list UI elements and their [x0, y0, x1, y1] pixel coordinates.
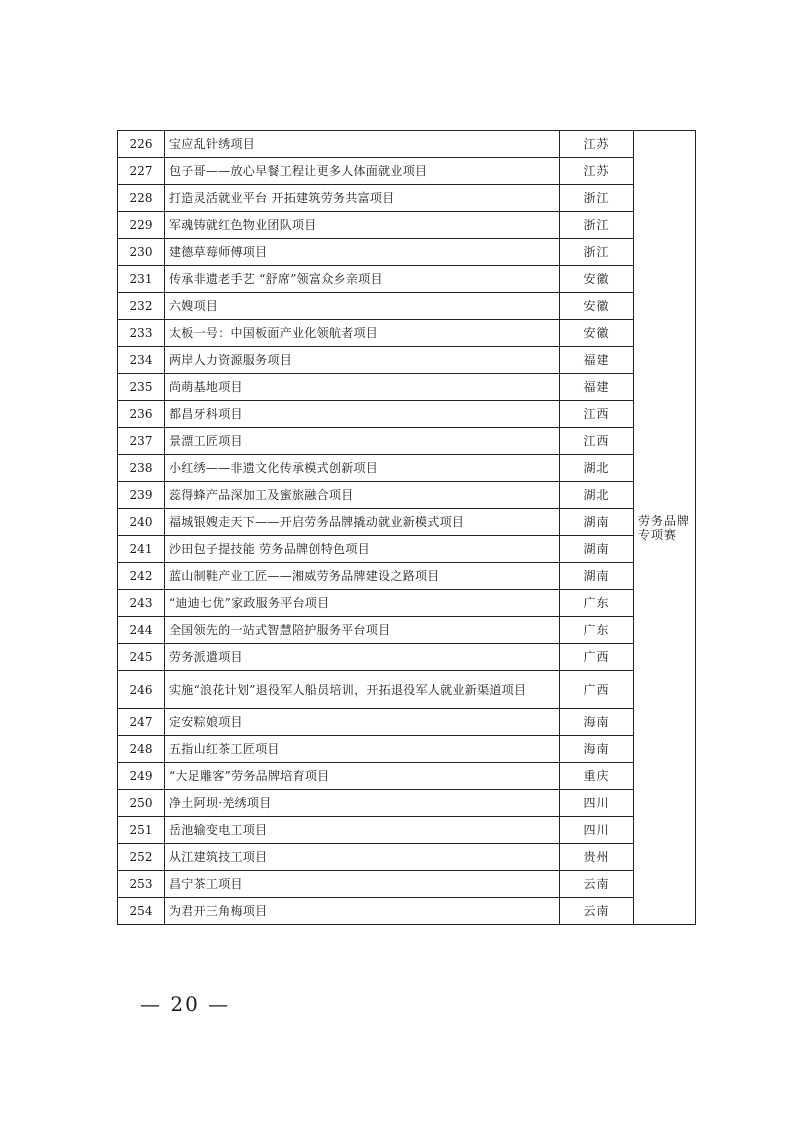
project-name: 从江建筑技工项目 [165, 844, 560, 871]
project-name: 六嫂项目 [165, 293, 560, 320]
project-name: 打造灵活就业平台 开拓建筑劳务共富项目 [165, 185, 560, 212]
row-number: 229 [118, 212, 165, 239]
province: 海南 [560, 736, 634, 763]
row-number: 248 [118, 736, 165, 763]
row-number: 234 [118, 347, 165, 374]
province: 安徽 [560, 320, 634, 347]
table-body [118, 131, 696, 925]
project-name: 传承非遗老手艺 “舒席”领富众乡亲项目 [165, 266, 560, 293]
row-number: 254 [118, 898, 165, 925]
project-name: 包子哥——放心早餐工程让更多人体面就业项目 [165, 158, 560, 185]
row-number: 246 [118, 671, 165, 709]
row-number: 252 [118, 844, 165, 871]
table-row [118, 428, 696, 455]
province: 安徽 [560, 266, 634, 293]
row-number: 245 [118, 644, 165, 671]
row-number: 247 [118, 709, 165, 736]
table-row [118, 212, 696, 239]
project-name: 岳池输变电工项目 [165, 817, 560, 844]
row-number: 238 [118, 455, 165, 482]
table-row [118, 844, 696, 871]
project-name: 小红绣——非遗文化传承模式创新项目 [165, 455, 560, 482]
province: 广东 [560, 590, 634, 617]
table-row [118, 374, 696, 401]
province: 江苏 [560, 158, 634, 185]
province: 湖北 [560, 482, 634, 509]
province: 江苏 [560, 131, 634, 158]
row-number: 240 [118, 509, 165, 536]
province: 广东 [560, 617, 634, 644]
table-row [118, 347, 696, 374]
table-row [118, 644, 696, 671]
row-number: 230 [118, 239, 165, 266]
table-row [118, 817, 696, 844]
project-name: 福城银嫂走天下——开启劳务品牌撬动就业新模式项目 [165, 509, 560, 536]
table-row [118, 709, 696, 736]
province: 四川 [560, 790, 634, 817]
table-row [118, 617, 696, 644]
project-name: “大足雕客”劳务品牌培育项目 [165, 763, 560, 790]
row-number: 241 [118, 536, 165, 563]
table-row [118, 239, 696, 266]
table-row [118, 536, 696, 563]
page-number: — 20 — [140, 992, 231, 1016]
table-row [118, 736, 696, 763]
project-name: 景漂工匠项目 [165, 428, 560, 455]
project-name: “迪迪七优”家政服务平台项目 [165, 590, 560, 617]
table-row [118, 671, 696, 709]
province: 浙江 [560, 212, 634, 239]
project-name: 军魂铸就红色物业团队项目 [165, 212, 560, 239]
table-row [118, 482, 696, 509]
table-row [118, 266, 696, 293]
row-number: 226 [118, 131, 165, 158]
project-name: 为君开三角梅项目 [165, 898, 560, 925]
row-number: 249 [118, 763, 165, 790]
project-name: 宝应乱针绣项目 [165, 131, 560, 158]
table-row [118, 590, 696, 617]
project-name: 蕊得蜂产品深加工及蜜旅融合项目 [165, 482, 560, 509]
province: 湖北 [560, 455, 634, 482]
province: 湖南 [560, 509, 634, 536]
project-name: 沙田包子提技能 劳务品牌创特色项目 [165, 536, 560, 563]
row-number: 251 [118, 817, 165, 844]
table-row [118, 509, 696, 536]
category-cell: 劳务品牌专项赛 [634, 131, 696, 925]
row-number: 237 [118, 428, 165, 455]
province: 浙江 [560, 239, 634, 266]
table-row [118, 563, 696, 590]
province: 广西 [560, 644, 634, 671]
row-number: 253 [118, 871, 165, 898]
table-row [118, 455, 696, 482]
project-name: 五指山红茶工匠项目 [165, 736, 560, 763]
table-row [118, 185, 696, 212]
project-name: 尚萌基地项目 [165, 374, 560, 401]
province: 福建 [560, 347, 634, 374]
row-number: 239 [118, 482, 165, 509]
project-name: 全国领先的一站式智慧陪护服务平台项目 [165, 617, 560, 644]
table-row [118, 158, 696, 185]
project-name: 两岸人力资源服务项目 [165, 347, 560, 374]
province: 四川 [560, 817, 634, 844]
table-row [118, 763, 696, 790]
project-name: 昌宁茶工项目 [165, 871, 560, 898]
row-number: 235 [118, 374, 165, 401]
province: 浙江 [560, 185, 634, 212]
province: 广西 [560, 671, 634, 709]
province: 福建 [560, 374, 634, 401]
table-row [118, 401, 696, 428]
row-number: 232 [118, 293, 165, 320]
row-number: 233 [118, 320, 165, 347]
project-name: 太板一号：中国板面产业化领航者项目 [165, 320, 560, 347]
project-name: 实施“浪花计划”退役军人船员培训，开拓退役军人就业新渠道项目 [165, 671, 560, 709]
province: 安徽 [560, 293, 634, 320]
table-row [118, 320, 696, 347]
province: 江西 [560, 401, 634, 428]
row-number: 227 [118, 158, 165, 185]
province: 重庆 [560, 763, 634, 790]
row-number: 244 [118, 617, 165, 644]
province: 云南 [560, 898, 634, 925]
row-number: 231 [118, 266, 165, 293]
table-row [118, 131, 696, 158]
row-number: 250 [118, 790, 165, 817]
province: 江西 [560, 428, 634, 455]
row-number: 242 [118, 563, 165, 590]
table-row [118, 790, 696, 817]
row-number: 228 [118, 185, 165, 212]
province: 云南 [560, 871, 634, 898]
province: 湖南 [560, 563, 634, 590]
province: 湖南 [560, 536, 634, 563]
project-name: 都昌牙科项目 [165, 401, 560, 428]
province: 海南 [560, 709, 634, 736]
project-name: 定安粽娘项目 [165, 709, 560, 736]
project-name: 净土阿坝·羌绣项目 [165, 790, 560, 817]
project-name: 建德草莓师傅项目 [165, 239, 560, 266]
table-row [118, 293, 696, 320]
projects-table [117, 130, 696, 925]
table-row [118, 898, 696, 925]
table-row [118, 871, 696, 898]
province: 贵州 [560, 844, 634, 871]
row-number: 236 [118, 401, 165, 428]
row-number: 243 [118, 590, 165, 617]
project-name: 劳务派遣项目 [165, 644, 560, 671]
project-name: 蓝山制鞋产业工匠——湘威劳务品牌建设之路项目 [165, 563, 560, 590]
